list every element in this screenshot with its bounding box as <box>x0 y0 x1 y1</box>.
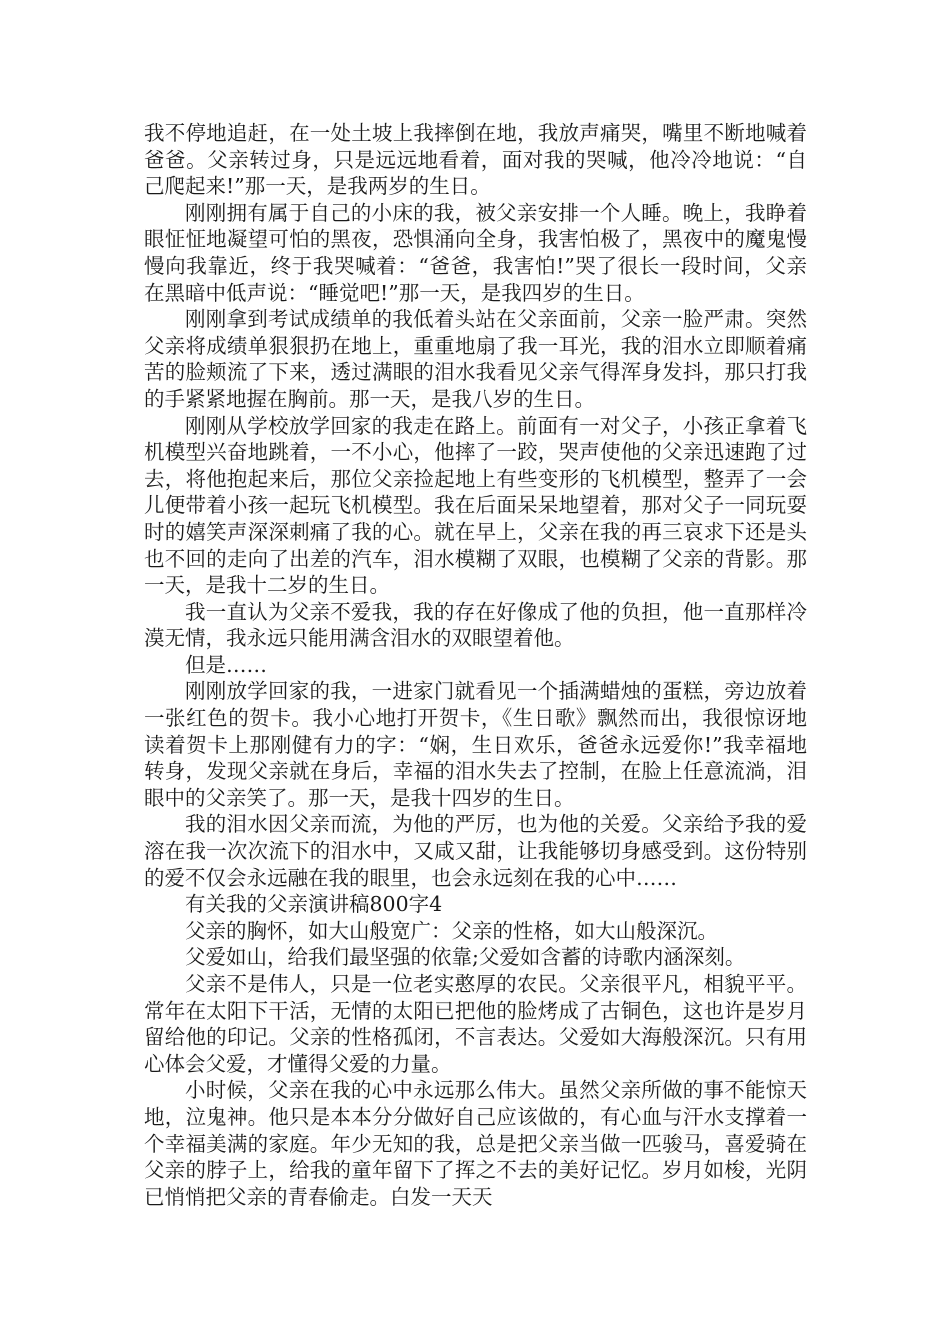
paragraph-11: 父爱如山，给我们最坚强的依靠;父爱如含蓄的诗歌内涵深刻。 <box>185 945 746 970</box>
paragraph-7: 刚刚放学回家的我，一进家门就看见一个插满蜡烛的蛋糕，旁边放着一张红色的贺卡。我小心地打开贺卡，《生日歌》飘然而出，我很惊讶地读着贺卡上那刚健有力的字：“娴，生日欢乐，爸爸永远爱你!”我幸福地转身，发现父亲就在身后，幸福的泪水失去了控制，在脸上任意流淌，泪眼中的父亲笑了。那一天，是我十四岁的生日。 <box>144 679 807 810</box>
document-page <box>144 120 807 1210</box>
paragraph-10: 父亲的胸怀，如大山般宽广：父亲的性格，如大山般深沉。 <box>185 918 718 943</box>
paragraph-6: 但是…… <box>185 652 267 677</box>
paragraph-12: 父亲不是伟人，只是一位老实憨厚的农民。父亲很平凡，相貌平平。常年在太阳下干活，无情的太阳已把他的脸烤成了古铜色，这也许是岁月留给他的印记。父亲的性格孤闭，不言表达。父爱如大海般深沉。只有用心体会父爱，才懂得父爱的力量。 <box>144 972 807 1076</box>
paragraph-13: 小时候，父亲在我的心中永远那么伟大。虽然父亲所做的事不能惊天地，泣鬼神。他只是本本分分做好自己应该做的，有心血与汗水支撑着一个幸福美满的家庭。年少无知的我，总是把父亲当做一匹骏马，喜爱骑在父亲的脖子上，给我的童年留下了挥之不去的美好记忆。岁月如梭，光阴已悄悄把父亲的青春偷走。白发一天天 <box>144 1078 807 1209</box>
paragraph-3: 刚刚拿到考试成绩单的我低着头站在父亲面前，父亲一脸严肃。突然父亲将成绩单狠狠扔在地上，重重地扇了我一耳光，我的泪水立即顺着痛苦的脸颊流了下来，透过满眼的泪水我看见父亲气得浑身发抖，那只打我的手紧紧地握在胸前。那一天，是我八岁的生日。 <box>144 307 807 411</box>
paragraph-8: 我的泪水因父亲而流，为他的严厉，也为他的关爱。父亲给予我的爱溶在我一次次流下的泪水中，又咸又甜，让我能够切身感受到。这份特别的爱不仅会永远融在我的眼里，也会永远刻在我的心中…… <box>144 812 807 890</box>
paragraph-2: 刚刚拥有属于自己的小床的我，被父亲安排一个人睡。晚上，我睁着眼怔怔地凝望可怕的黑夜，恐惧涌向全身，我害怕极了，黑夜中的魔鬼慢慢向我靠近，终于我哭喊着：“爸爸，我害怕!”哭了很长一段时间，父亲在黑暗中低声说：“睡觉吧!”那一天，是我四岁的生日。 <box>144 200 807 305</box>
paragraph-4: 刚刚从学校放学回家的我走在路上。前面有一对父子，小孩正拿着飞机模型兴奋地跳着，一不小心，他摔了一跤，哭声使他的父亲迅速跑了过去，将他抱起来后，那位父亲捡起地上有些变形的飞机模型，整弄了一会儿便带着小孩一起玩飞机模型。我在后面呆呆地望着，那对父子一同玩耍时的嬉笑声深深刺痛了我的心。就在早上，父亲在我的再三哀求下还是头也不回的走向了出差的汽车，泪水模糊了双眼，也模糊了父亲的背影。那一天，是我十二岁的生日。 <box>144 413 807 598</box>
paragraph-5: 我一直认为父亲不爱我，我的存在好像成了他的负担，他一直那样冷漠无情，我永远只能用满含泪水的双眼望着他。 <box>144 599 807 651</box>
paragraph-1: 我不停地追赶，在一处土坡上我摔倒在地，我放声痛哭，嘴里不断地喊着爸爸。父亲转过身，只是远远地看着，面对我的哭喊，他冷冷地说：“自己爬起来!”那一天，是我两岁的生日。 <box>144 121 807 199</box>
section-heading: 有关我的父亲演讲稿800字4 <box>185 892 443 917</box>
